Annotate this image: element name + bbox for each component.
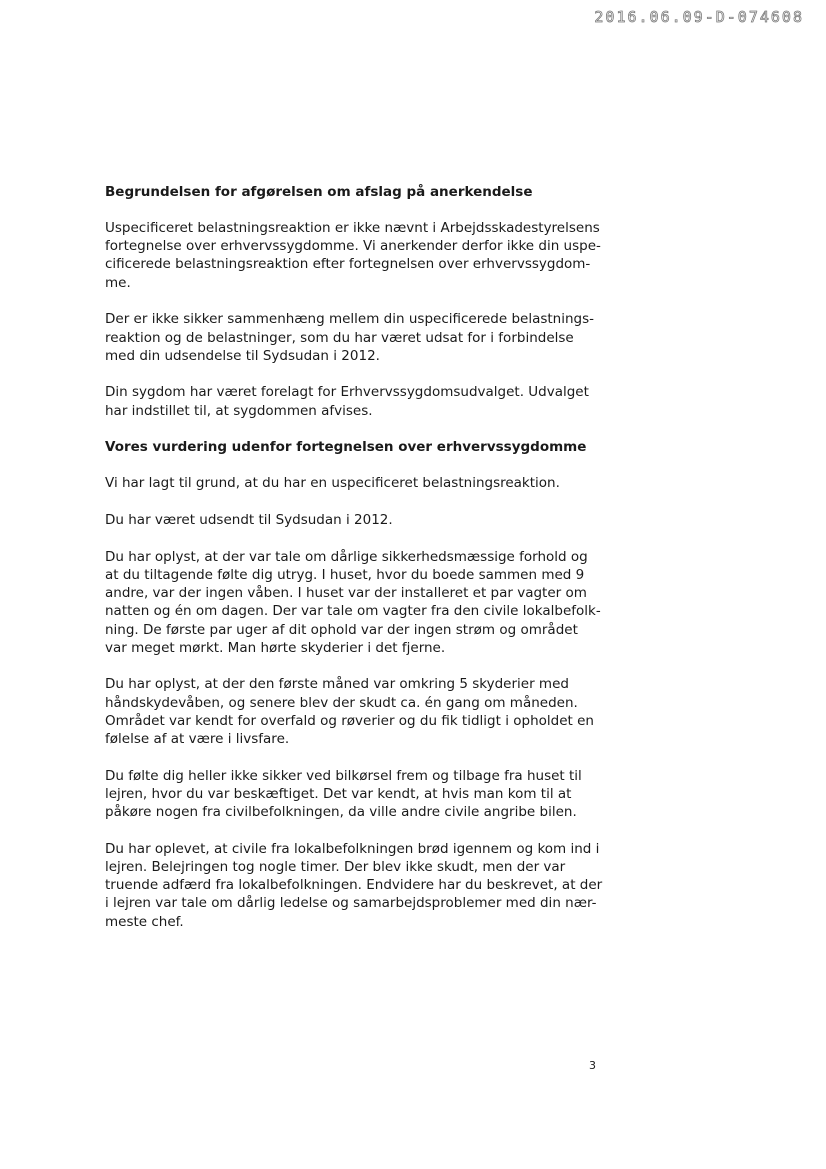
paragraph: Du har været udsendt til Sydsudan i 2012.: [105, 512, 393, 529]
section-heading-decision-reason: Begrundelsen for afgørelsen om afslag på anerkendelse: [105, 184, 533, 200]
paragraph: Uspecificeret belastningsreaktion er ikke nævnt i Arbejdsskadestyrelsens fortegnelse over erhvervssygdomme. Vi anerkender derfor ikke din uspe- cificerede belastningsreaktion efter fortegnelsen over erhvervssygdom- me.: [105, 220, 601, 291]
paragraph: Din sygdom har været forelagt for Erhvervssygdomsudvalget. Udvalget har indstillet til, at sygdommen afvises.: [105, 384, 589, 419]
paragraph: Du har oplyst, at der den første måned var omkring 5 skyderier med håndskydevåben, og senere blev der skudt ca. én gang om måneden. Området var kendt for overfald og røverier og du fik tidligt i opholdet en følelse af at være i livsfare.: [105, 676, 594, 748]
document-stamp: 2016.06.09-D-074608: [594, 8, 804, 26]
page-number: 3: [589, 1059, 596, 1072]
paragraph: Vi har lagt til grund, at du har en uspecificeret belastningsreaktion.: [105, 475, 560, 492]
paragraph: Du har oplevet, at civile fra lokalbefolkningen brød igennem og kom ind i lejren. Belejringen tog nogle timer. Der blev ikke skudt, men der var truende adfærd fra lokalbefolkningen. Endvidere har du beskrevet, at der i lejren var tale om dårlig ledelse og samarbejdsproblemer med din nær- meste chef.: [105, 840, 603, 930]
document-body: [105, 183, 605, 949]
paragraph: Du har oplyst, at der var tale om dårlige sikkerhedsmæssige forhold og at du tiltagende følte dig utryg. I huset, hvor du boede sammen med 9 andre, var der ingen våben. I huset var der installeret et par vagter om natten og én om dagen. Der var tale om vagter fra den civile lokalbefolk- ning. De første par uger af dit ophold var der ingen strøm og området var meget mørkt. Man hørte skyderier i det fjerne.: [105, 548, 601, 656]
section-heading-assessment: Vores vurdering udenfor fortegnelsen over erhvervssygdomme: [105, 439, 587, 456]
paragraph: Du følte dig heller ikke sikker ved bilkørsel frem og tilbage fra huset til lejren, hvor du var beskæftiget. Det var kendt, at hvis man kom til at påkøre nogen fra civilbefolkningen, da ville andre civile angribe bilen.: [105, 767, 582, 821]
paragraph: Der er ikke sikker sammenhæng mellem din uspecificerede belastnings- reaktion og de belastninger, som du har været udsat for i forbindelse med din udsendelse til Sydsudan i 2012.: [105, 311, 595, 364]
